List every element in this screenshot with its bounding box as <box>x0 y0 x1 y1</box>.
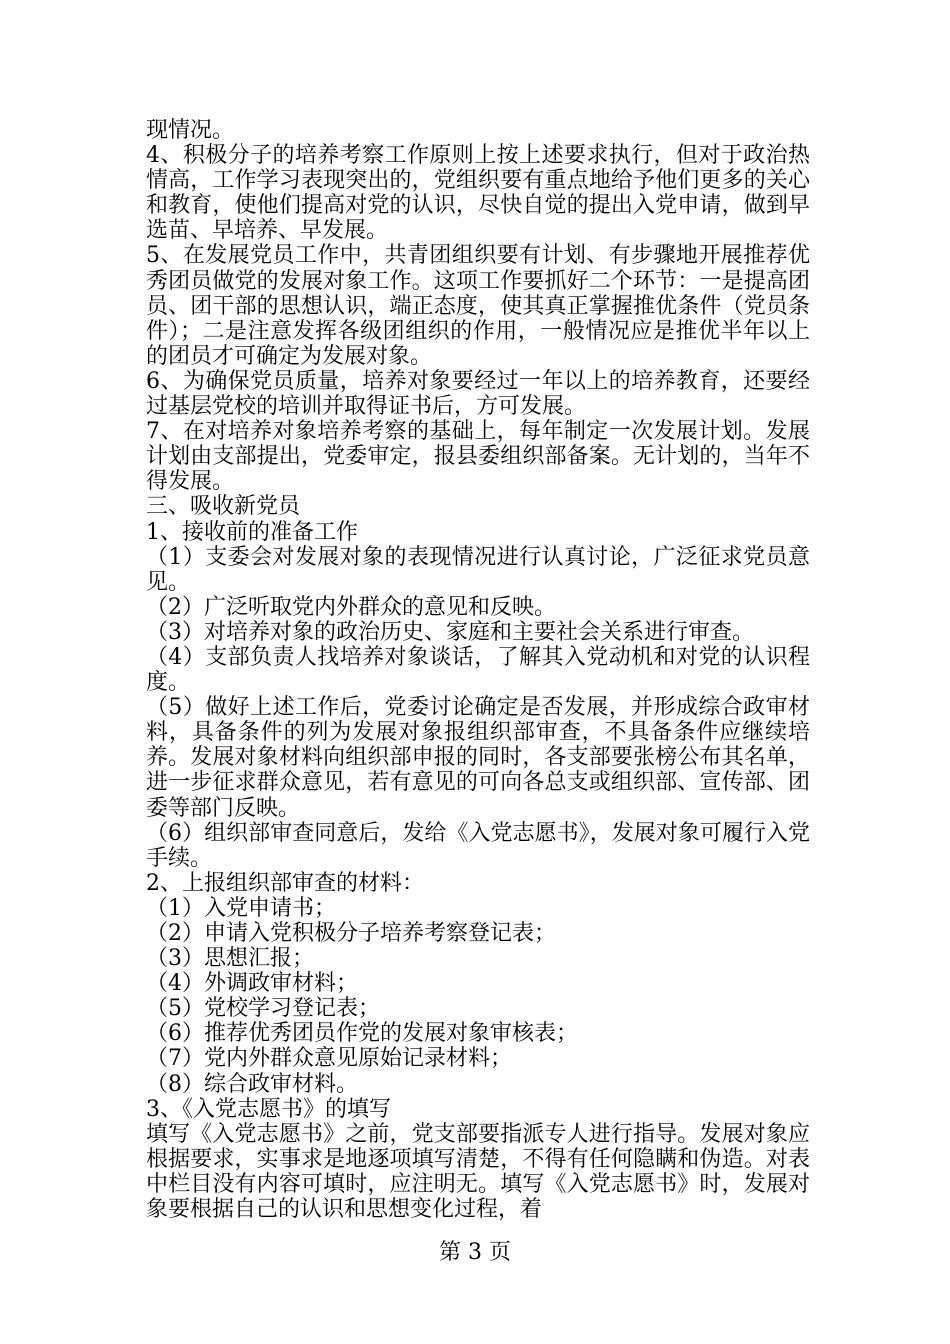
section-heading: 三、吸收新党员 <box>146 494 301 520</box>
list-item: （1）入党申请书； <box>146 895 336 921</box>
list-item: （8）综合政审材料。 <box>146 1071 358 1097</box>
list-item: （2）申请入党积极分子培养考察登记表； <box>146 921 556 946</box>
paragraph: （1）支委会对发展对象的表现情况进行认真讨论，广泛征求党员意见。 <box>146 544 810 595</box>
list-item: （4）外调政审材料； <box>146 971 358 997</box>
list-item: （3）思想汇报； <box>146 946 314 972</box>
paragraph: 5、在发展党员工作中，共青团组织要有计划、有步骤地开展推荐优秀团员做党的发展对象工作。这项工作要抓好二个环节：一是提高团员、团干部的思想认识，端正态度，使其真正掌握推优条件（党员条件）；二是注意发挥各级团组织的作用，一般情况应是推优半年以上的团员才可确定为发展对象。 <box>146 243 810 369</box>
subsection-heading: 2、上报组织部审查的材料： <box>146 870 424 896</box>
list-item: （6）推荐优秀团员作党的发展对象审核表； <box>146 1021 578 1047</box>
list-item: （7）党内外群众意见原始记录材料； <box>146 1046 512 1072</box>
paragraph: 填写《入党志愿书》之前，党支部要指派专人进行指导。发展对象应根据要求，实事求是地逐项填写清楚，不得有任何隐瞒和伪造。对表中栏目没有内容可填时，应注明无。填写《入党志愿书》时，发展对象要根据自己的认识和思想变化过程，着 <box>146 1121 810 1223</box>
paragraph: 现情况。 <box>146 118 235 143</box>
paragraph: （6）组织部审查同意后，发给《入党志愿书》，发展对象可履行入党手续。 <box>146 820 810 871</box>
subsection-heading: 3、《入党志愿书》的填写 <box>146 1096 391 1122</box>
document-body <box>146 118 810 1222</box>
paragraph: （3）对培养对象的政治历史、家庭和主要社会关系进行审查。 <box>146 619 754 645</box>
paragraph: 7、在对培养对象培养考察的基础上，每年制定一次发展计划。发展计划由支部提出，党委审定，报县委组织部备案。无计划的，当年不得发展。 <box>146 419 810 495</box>
paragraph: （5）做好上述工作后，党委讨论确定是否发展，并形成综合政审材料，具备条件的列为发展对象报组织部审查，不具备条件应继续培养。发展对象材料向组织部申报的同时，各支部要张榜公布其名单，进一步征求群众意见，若有意见的可向各总支或组织部、宣传部、团委等部门反映。 <box>146 695 810 821</box>
paragraph: （4）支部负责人找培养对象谈话，了解其入党动机和对党的认识程度。 <box>146 644 810 696</box>
paragraph: 6、为确保党员质量，培养对象要经过一年以上的培养教育，还要经过基层党校的培训并取得证书后，方可发展。 <box>146 368 810 420</box>
paragraph: 4、积极分子的培养考察工作原则上按上述要求执行，但对于政治热情高，工作学习表现突出的，党组织要有重点地给予他们更多的关心和教育，使他们提高对党的认识，尽快自觉的提出入党申请，做到早选苗、早培养、早发展。 <box>146 143 810 244</box>
subsection-heading: 1、接收前的准备工作 <box>146 519 358 545</box>
paragraph: （2）广泛听取党内外群众的意见和反映。 <box>146 594 556 620</box>
list-item: （5）党校学习登记表； <box>146 996 380 1022</box>
page-number: 第 3 页 <box>439 1240 511 1265</box>
